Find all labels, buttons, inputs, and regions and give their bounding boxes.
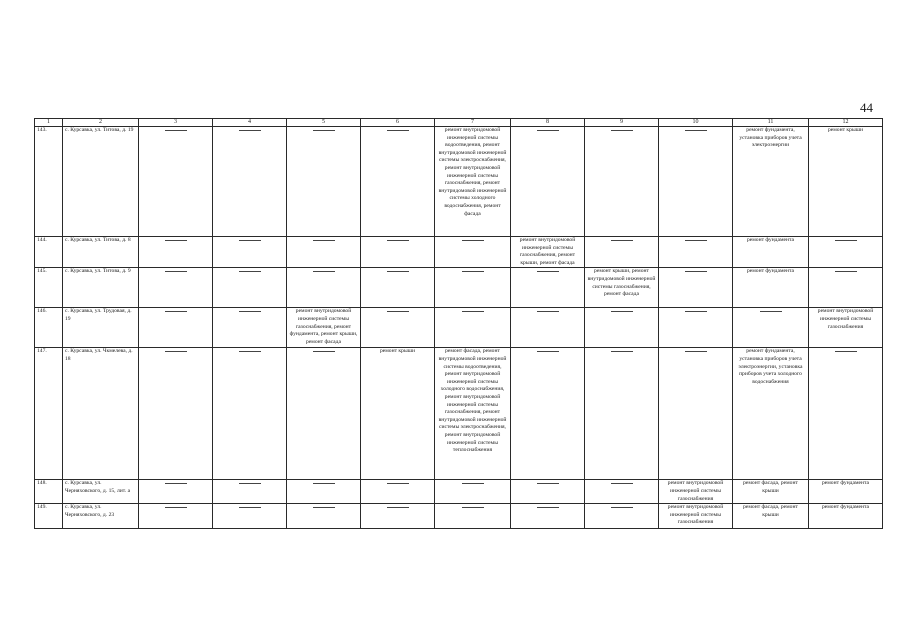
empty-cell-dash: [733, 308, 809, 348]
dash-mark: [462, 483, 484, 484]
empty-cell-dash: [139, 348, 213, 480]
dash-mark: [537, 311, 559, 312]
dash-mark: [313, 483, 335, 484]
dash-mark: [387, 271, 409, 272]
empty-cell-dash: [139, 308, 213, 348]
work-type-cell: ремонт фасада, ремонт крыши: [733, 504, 809, 529]
empty-cell-dash: [585, 348, 659, 480]
column-header-6: 6: [361, 119, 435, 127]
empty-cell-dash: [435, 308, 511, 348]
empty-cell-dash: [585, 504, 659, 529]
dash-mark: [313, 240, 335, 241]
work-type-cell: ремонт крыши: [809, 127, 883, 237]
empty-cell-dash: [213, 308, 287, 348]
table-row: [35, 348, 883, 480]
empty-cell-dash: [361, 237, 435, 268]
empty-cell-dash: [435, 237, 511, 268]
work-type-cell: ремонт фундамента, установка приборов учета электроэнергии: [733, 127, 809, 237]
repair-schedule-table: [34, 118, 883, 529]
work-type-cell: ремонт внутридомовой инженерной системы газоснабжения, ремонт фундамента, ремонт крыши, ремонт фасада: [287, 308, 361, 348]
dash-mark: [387, 130, 409, 131]
row-number: 145.: [35, 268, 63, 308]
address-cell: с. Курсавка, ул. Титова, д. 8: [63, 237, 139, 268]
row-number: 148.: [35, 480, 63, 504]
dash-mark: [239, 507, 261, 508]
column-header-12: 12: [809, 119, 883, 127]
dash-mark: [313, 130, 335, 131]
work-type-cell: ремонт фундамента, установка приборов учета электроэнергии, установка приборов учета холодного водоснабжения: [733, 348, 809, 480]
empty-cell-dash: [139, 268, 213, 308]
dash-mark: [685, 351, 707, 352]
dash-mark: [835, 351, 857, 352]
dash-mark: [611, 240, 633, 241]
row-number: 143.: [35, 127, 63, 237]
empty-cell-dash: [659, 308, 733, 348]
dash-mark: [239, 130, 261, 131]
address-cell: с. Курсавка, ул. Черняховского, д. 23: [63, 504, 139, 529]
empty-cell-dash: [213, 237, 287, 268]
empty-cell-dash: [139, 504, 213, 529]
empty-cell-dash: [361, 268, 435, 308]
work-type-cell: ремонт фундамента: [809, 480, 883, 504]
column-number-row: [35, 119, 883, 127]
dash-mark: [685, 311, 707, 312]
dash-mark: [239, 240, 261, 241]
work-type-cell: ремонт фасада, ремонт внутридомовой инженерной системы водоотведения, ремонт внутридомовой инженерной системы холодного водоснабжения, ремонт внутридомовой инженерной системы газоснабжения, ремонт внутридомовой инженерной системы электроснабжения, ремонт внутридомовой инженерной системы теплоснабжения: [435, 348, 511, 480]
column-header-9: 9: [585, 119, 659, 127]
dash-mark: [611, 130, 633, 131]
dash-mark: [685, 130, 707, 131]
empty-cell-dash: [585, 308, 659, 348]
work-type-cell: ремонт фундамента: [733, 268, 809, 308]
empty-cell-dash: [139, 237, 213, 268]
empty-cell-dash: [139, 127, 213, 237]
address-cell: с. Курсавка, ул. Титова, д. 19: [63, 127, 139, 237]
empty-cell-dash: [585, 127, 659, 237]
empty-cell-dash: [361, 504, 435, 529]
dash-mark: [537, 351, 559, 352]
empty-cell-dash: [585, 237, 659, 268]
table-row: [35, 308, 883, 348]
address-cell: с. Курсавка, ул. Трудовая, д. 19: [63, 308, 139, 348]
work-type-cell: ремонт внутридомовой инженерной системы водоотведения, ремонт внутридомовой инженерной системы электроснабжения, ремонт внутридомовой инженерной системы газоснабжения, ремонт внутридомовой инженерной системы холодного водоснабжения, ремонт фасада: [435, 127, 511, 237]
work-type-cell: ремонт внутридомовой инженерной системы газоснабжения: [809, 308, 883, 348]
dash-mark: [537, 271, 559, 272]
empty-cell-dash: [659, 268, 733, 308]
dash-mark: [165, 483, 187, 484]
row-number: 147.: [35, 348, 63, 480]
empty-cell-dash: [287, 480, 361, 504]
dash-mark: [611, 351, 633, 352]
dash-mark: [611, 483, 633, 484]
empty-cell-dash: [511, 504, 585, 529]
table-row: [35, 237, 883, 268]
row-number: 149.: [35, 504, 63, 529]
empty-cell-dash: [435, 504, 511, 529]
dash-mark: [387, 240, 409, 241]
empty-cell-dash: [361, 127, 435, 237]
column-header-5: 5: [287, 119, 361, 127]
dash-mark: [239, 351, 261, 352]
empty-cell-dash: [287, 504, 361, 529]
empty-cell-dash: [809, 348, 883, 480]
dash-mark: [611, 507, 633, 508]
table-row: [35, 127, 883, 237]
dash-mark: [313, 507, 335, 508]
dash-mark: [165, 351, 187, 352]
dash-mark: [462, 240, 484, 241]
column-header-11: 11: [733, 119, 809, 127]
empty-cell-dash: [139, 480, 213, 504]
empty-cell-dash: [361, 308, 435, 348]
dash-mark: [165, 311, 187, 312]
empty-cell-dash: [511, 480, 585, 504]
column-header-2: 2: [63, 119, 139, 127]
empty-cell-dash: [659, 237, 733, 268]
column-header-3: 3: [139, 119, 213, 127]
row-number: 146.: [35, 308, 63, 348]
dash-mark: [462, 507, 484, 508]
column-header-10: 10: [659, 119, 733, 127]
work-type-cell: ремонт крыши: [361, 348, 435, 480]
dash-mark: [462, 311, 484, 312]
empty-cell-dash: [287, 348, 361, 480]
dash-mark: [537, 483, 559, 484]
address-cell: с. Курсавка, ул. Чкмелева, д. 18: [63, 348, 139, 480]
table-row: [35, 480, 883, 504]
empty-cell-dash: [435, 480, 511, 504]
empty-cell-dash: [213, 127, 287, 237]
dash-mark: [387, 483, 409, 484]
work-type-cell: ремонт внутридомовой инженерной системы газоснабжения: [659, 480, 733, 504]
dash-mark: [165, 507, 187, 508]
dash-mark: [835, 240, 857, 241]
column-header-4: 4: [213, 119, 287, 127]
dash-mark: [685, 271, 707, 272]
dash-mark: [537, 130, 559, 131]
empty-cell-dash: [511, 308, 585, 348]
empty-cell-dash: [809, 268, 883, 308]
work-type-cell: ремонт крыши, ремонт внутридомовой инженерной системы газоснабжения, ремонт фасада: [585, 268, 659, 308]
empty-cell-dash: [213, 480, 287, 504]
table-row: [35, 268, 883, 308]
column-header-7: 7: [435, 119, 511, 127]
column-header-8: 8: [511, 119, 585, 127]
dash-mark: [239, 311, 261, 312]
dash-mark: [462, 271, 484, 272]
dash-mark: [387, 311, 409, 312]
empty-cell-dash: [585, 480, 659, 504]
dash-mark: [165, 130, 187, 131]
dash-mark: [239, 483, 261, 484]
column-header-1: 1: [35, 119, 63, 127]
page-number: 44: [860, 100, 873, 115]
empty-cell-dash: [361, 480, 435, 504]
empty-cell-dash: [511, 348, 585, 480]
empty-cell-dash: [287, 268, 361, 308]
empty-cell-dash: [809, 237, 883, 268]
table-row: [35, 504, 883, 529]
empty-cell-dash: [287, 237, 361, 268]
empty-cell-dash: [213, 348, 287, 480]
dash-mark: [611, 311, 633, 312]
dash-mark: [313, 271, 335, 272]
empty-cell-dash: [511, 268, 585, 308]
address-cell: с. Курсавка, ул. Титова, д. 9: [63, 268, 139, 308]
row-number: 144.: [35, 237, 63, 268]
empty-cell-dash: [511, 127, 585, 237]
dash-mark: [165, 271, 187, 272]
empty-cell-dash: [659, 348, 733, 480]
empty-cell-dash: [213, 268, 287, 308]
work-type-cell: ремонт фундамента: [809, 504, 883, 529]
dash-mark: [387, 507, 409, 508]
work-type-cell: ремонт внутридомовой инженерной системы газоснабжения: [659, 504, 733, 529]
table-body: [35, 127, 883, 529]
dash-mark: [239, 271, 261, 272]
empty-cell-dash: [213, 504, 287, 529]
work-type-cell: ремонт фундамента: [733, 237, 809, 268]
dash-mark: [537, 507, 559, 508]
empty-cell-dash: [435, 268, 511, 308]
empty-cell-dash: [287, 127, 361, 237]
dash-mark: [760, 311, 782, 312]
dash-mark: [835, 271, 857, 272]
address-cell: с. Курсавка, ул. Черняховского, д. 15, лит. а: [63, 480, 139, 504]
work-type-cell: ремонт фасада, ремонт крыши: [733, 480, 809, 504]
dash-mark: [165, 240, 187, 241]
work-type-cell: ремонт внутридомовой инженерной системы газоснабжения, ремонт крыши, ремонт фасада: [511, 237, 585, 268]
empty-cell-dash: [659, 127, 733, 237]
dash-mark: [313, 351, 335, 352]
dash-mark: [685, 240, 707, 241]
